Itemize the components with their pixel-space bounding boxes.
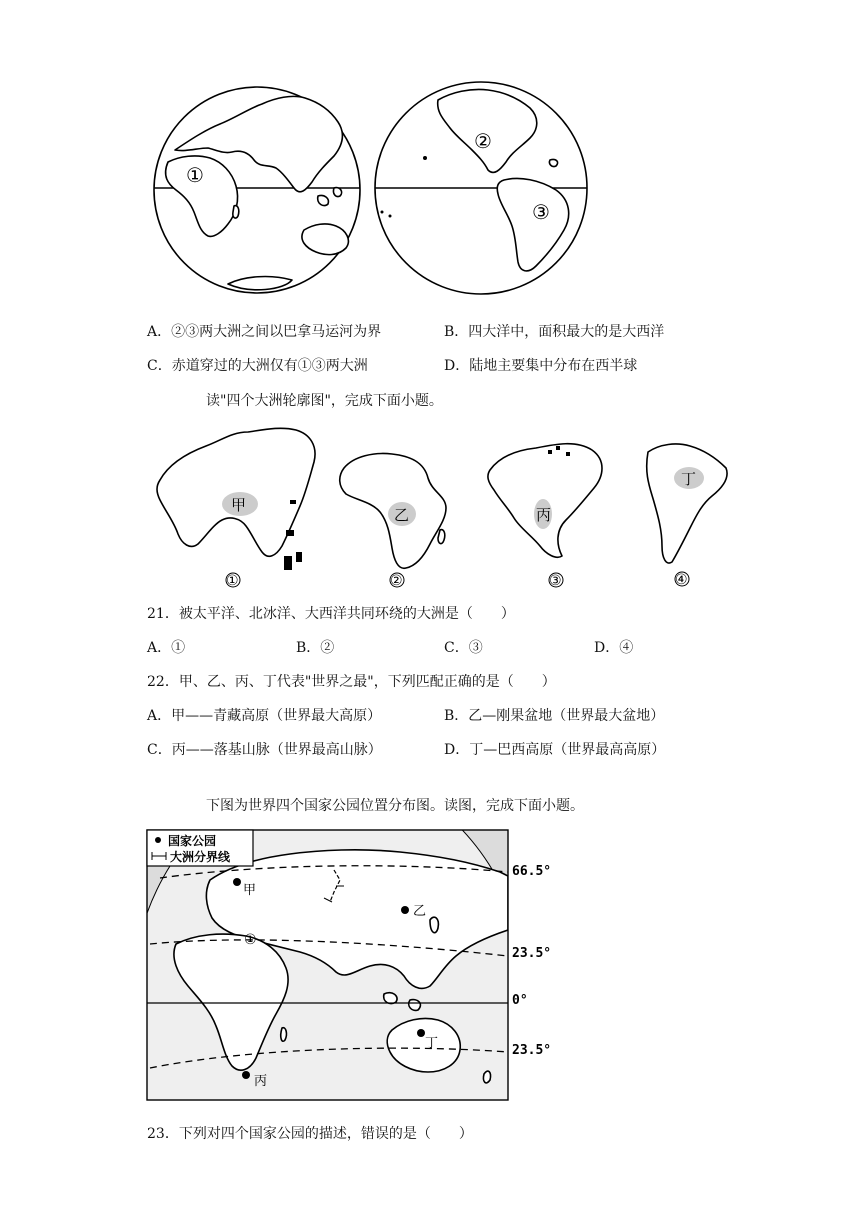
legend-boundary-label: 大洲分界线 — [170, 850, 231, 864]
map-mark-1: ① — [244, 932, 257, 948]
continent-number-1: ① — [226, 573, 239, 589]
continent-mark-bing: 丙 — [536, 507, 552, 524]
q21-option-a: A．① — [147, 640, 186, 656]
intro-continents: 读"四个大洲轮廓图"，完成下面小题。 — [206, 393, 443, 409]
continent-number-4: ④ — [675, 572, 688, 588]
park-bing: 丙 — [254, 1073, 268, 1088]
park-yi: 乙 — [413, 903, 427, 918]
q22-option-d: D．丁—巴西高原（世界最高高原） — [444, 742, 666, 758]
intro-parks: 下图为世界四个国家公园位置分布图。读图，完成下面小题。 — [206, 798, 584, 814]
q20-option-d: D．陆地主要集中分布在西半球 — [444, 358, 638, 374]
continent-number-2: ② — [390, 573, 403, 589]
q22-stem: 22．甲、乙、丙、丁代表"世界之最"，下列匹配正确的是（ ） — [147, 674, 556, 690]
q21-option-c: C．③ — [444, 640, 483, 656]
continent-mark-yi: 乙 — [394, 507, 410, 524]
q22-option-a: A．甲——青藏高原（世界最大高原） — [147, 708, 382, 724]
q20-option-b: B．四大洋中，面积最大的是大西洋 — [444, 324, 665, 340]
q21-option-b: B．② — [296, 640, 335, 656]
latitude-label-66-5: 66.5° — [512, 864, 552, 879]
q21-stem: 21．被太平洋、北冰洋、大西洋共同环绕的大洲是（ ） — [147, 606, 515, 622]
park-ding: 丁 — [425, 1035, 439, 1050]
latitude-label-23-5s: 23.5° — [512, 1043, 552, 1058]
q22-option-c: C．丙——落基山脉（世界最高山脉） — [147, 742, 382, 758]
q20-option-a: A．②③两大洲之间以巴拿马运河为界 — [147, 324, 382, 340]
park-jia: 甲 — [243, 882, 257, 897]
continent-mark-ding: 丁 — [681, 471, 697, 488]
latitude-label-23-5n: 23.5° — [512, 946, 552, 961]
continent-mark-jia: 甲 — [231, 497, 247, 514]
q21-option-d: D．④ — [594, 640, 634, 656]
legend-park-label: 国家公园 — [168, 834, 217, 848]
hemisphere-label-1: ① — [186, 163, 204, 187]
continent-number-3: ③ — [549, 573, 562, 589]
hemisphere-label-2: ② — [474, 129, 492, 153]
hemisphere-label-3: ③ — [532, 200, 550, 224]
latitude-label-0: 0° — [512, 993, 528, 1008]
q23-stem: 23．下列对四个国家公园的描述，错误的是（ ） — [147, 1126, 473, 1142]
q20-option-c: C．赤道穿过的大洲仅有①③两大洲 — [147, 358, 368, 374]
q22-option-b: B．乙—刚果盆地（世界最大盆地） — [444, 708, 665, 724]
